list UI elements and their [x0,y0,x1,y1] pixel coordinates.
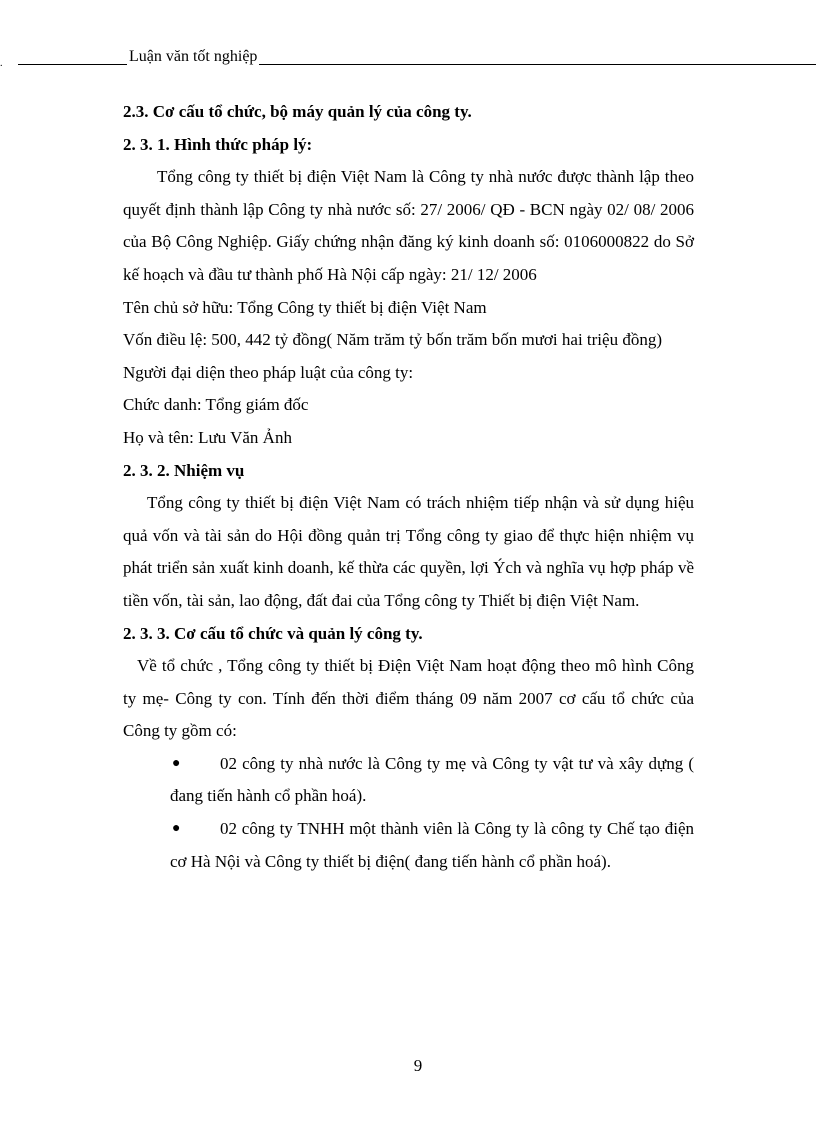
section-2-3-2-heading: 2. 3. 2. Nhiệm vụ [123,460,245,480]
section-2-3-1-heading: 2. 3. 1. Hình thức pháp lý: [123,134,313,154]
bullet-text: 02 công ty TNHH một thành viên là Công ty là công ty Chế tạo điện cơ Hà Nội và Công ty thiết bị điện( đang tiến hành cổ phần hoá). [170,819,694,871]
legal-representative-line: Người đại diện theo pháp luật của công ty: [123,362,414,382]
page-number: 9 [413,1056,423,1075]
capital-line: Vốn điều lệ: 500, 442 tỷ đồng( Năm trăm tỷ bốn trăm bốn mươi hai triệu đồng) [123,330,662,350]
structure-paragraph: Về tổ chức , Tổng công ty thiết bị Điện Việt Nam hoạt động theo mô hình Công ty mẹ- Công ty con. Tính đến thời điểm tháng 09 năm 2007 cơ cấu tổ chức của Công ty gồm có: [123,656,694,741]
owner-line: Tên chủ sở hữu: Tổng Công ty thiết bị điện Việt Nam [123,297,487,317]
page-content [123,96,694,878]
bullet-text: 02 công ty nhà nước là Công ty mẹ và Công ty vật tư và xây dựng ( đang tiến hành cổ phần hoá). [170,753,694,806]
header-tick: . [0,58,3,69]
name-line: Họ và tên: Lưu Văn Ảnh [123,427,292,447]
section-2-3-heading: 2.3. Cơ cấu tổ chức, bộ máy quản lý của công ty. [123,102,472,121]
list-item [123,748,694,813]
legal-form-paragraph: Tổng công ty thiết bị điện Việt Nam là Công ty nhà nước được thành lập theo quyết định thành lập Công ty nhà nước số: 27/ 2006/ QĐ - BCN ngày 02/ 08/ 2006 của Bộ Công Nghiệp. Giấy chứng nhận đăng ký kinh doanh số: 0106000822 do Sở kế hoạch và đầu tư thành phố Hà Nội cấp ngày: 21/ 12/ 2006 [123,167,694,284]
section-2-3-3-heading: 2. 3. 3. Cơ cấu tổ chức và quản lý công ty. [123,623,423,643]
bullet-icon: ● [172,821,181,837]
structure-bullet-list [123,748,694,878]
position-line: Chức danh: Tổng giám đốc [123,395,309,415]
duties-paragraph: Tổng công ty thiết bị điện Việt Nam có trách nhiệm tiếp nhận và sử dụng hiệu quả vốn và tài sản do Hội đồng quản trị Tổng công ty giao để thực hiện nhiệm vụ phát triển sản xuất kinh doanh, kế thừa các quyền, lợi Ých và nghĩa vụ hợp pháp về tiền vốn, tài sản, lao động, đất đai của Tổng công ty Thiết bị điện Việt Nam. [123,493,694,610]
header-title: Luận văn tốt nghiệp [129,48,258,65]
bullet-icon: ● [172,755,181,771]
list-item [123,813,694,878]
